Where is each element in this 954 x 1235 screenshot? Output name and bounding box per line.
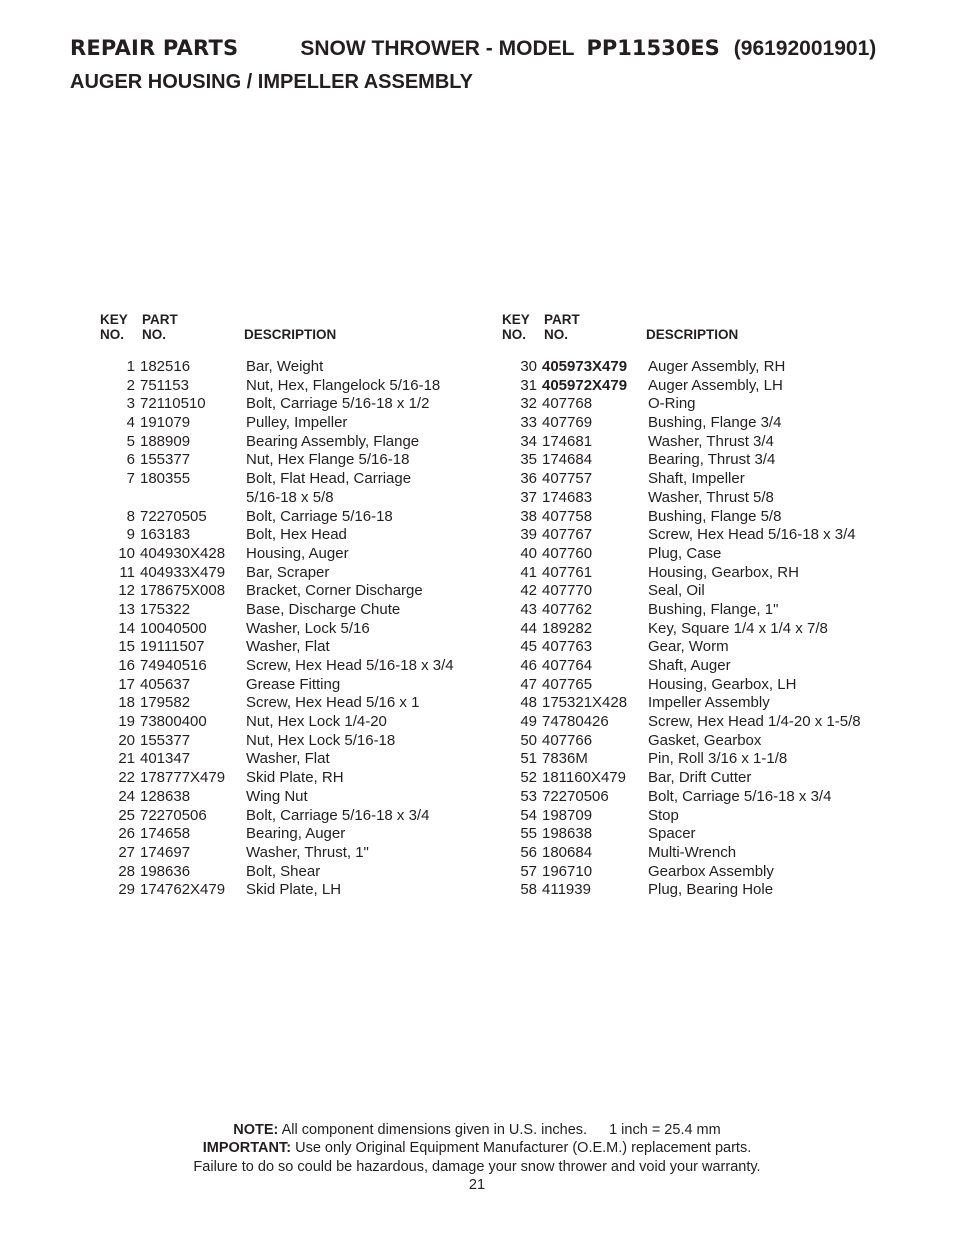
key-no: 10 — [118, 544, 135, 562]
description: Housing, Auger — [246, 544, 349, 562]
description: Auger Assembly, LH — [648, 376, 783, 394]
key-no: 21 — [118, 750, 135, 768]
description: Skid Plate, RH — [246, 769, 344, 787]
part-no: 174683 — [542, 488, 593, 506]
table-row — [502, 881, 861, 900]
description: Plug, Bearing Hole — [648, 881, 774, 899]
key-no: 13 — [118, 600, 135, 618]
part-no: 174762X479 — [140, 881, 226, 899]
table-row — [502, 451, 861, 470]
key-no: 43 — [520, 600, 537, 618]
description: Key, Square 1/4 x 1/4 x 7/8 — [648, 619, 828, 637]
important-label: IMPORTANT: — [202, 1140, 292, 1157]
key-no: 6 — [126, 451, 135, 469]
part-no: 74780426 — [542, 713, 609, 731]
part-no: 198709 — [542, 806, 593, 824]
table-row — [100, 582, 454, 601]
part-no: 182516 — [140, 358, 191, 375]
part-no: 163183 — [140, 526, 191, 544]
key-no: 55 — [520, 825, 537, 843]
table-row — [100, 489, 454, 508]
key-no: 14 — [118, 619, 135, 637]
key-no: 4 — [126, 414, 135, 432]
part-no: 72270506 — [542, 787, 609, 805]
table-row — [502, 601, 861, 620]
table-row — [502, 825, 861, 844]
table-row — [100, 769, 454, 788]
table-row — [100, 825, 454, 844]
table-row — [502, 657, 861, 676]
model-code: (96192001901) — [733, 37, 877, 60]
description: 5/16-18 x 5/8 — [246, 488, 334, 506]
table-row — [502, 844, 861, 863]
key-no: 41 — [520, 563, 537, 581]
description: Bar, Weight — [246, 358, 324, 375]
description: Bearing, Thrust 3/4 — [648, 451, 776, 469]
description: Gearbox Assembly — [648, 862, 774, 880]
table-row — [502, 508, 861, 527]
table-row — [100, 807, 454, 826]
part-no: 19111507 — [140, 638, 205, 656]
description: Washer, Flat — [246, 638, 330, 656]
part-no: 405637 — [140, 675, 191, 693]
table-row — [100, 732, 454, 751]
table-row — [502, 807, 861, 826]
key-no: 19 — [118, 713, 135, 731]
key-no: 54 — [520, 806, 537, 824]
part-no: 411939 — [542, 881, 591, 899]
table-row — [502, 788, 861, 807]
description: Washer, Thrust 3/4 — [648, 432, 774, 450]
part-no: 175322 — [140, 600, 191, 618]
part-no: 407769 — [542, 414, 593, 432]
description: Base, Discharge Chute — [246, 600, 401, 618]
table-row — [100, 395, 454, 414]
part-no-header: PART NO. — [544, 312, 580, 342]
key-no: 12 — [118, 582, 135, 600]
description: Bushing, Flange, 1" — [648, 600, 779, 618]
table-row — [100, 788, 454, 807]
part-no: 405973X479 — [542, 358, 628, 375]
description: Pin, Roll 3/16 x 1-1/8 — [648, 750, 788, 768]
description: Bushing, Flange 5/8 — [648, 507, 782, 525]
key-no: 5 — [126, 432, 135, 450]
table-row — [100, 526, 454, 545]
part-no — [135, 489, 246, 508]
table-row — [502, 414, 861, 433]
description: Housing, Gearbox, LH — [648, 675, 797, 693]
table-row — [502, 750, 861, 769]
key-no: 32 — [520, 395, 537, 413]
part-no: 174684 — [542, 451, 593, 469]
page-number: 21 — [468, 1176, 486, 1193]
part-no: 175321X428 — [542, 694, 628, 712]
part-no: 178777X479 — [140, 769, 226, 787]
key-no: 28 — [118, 862, 135, 880]
table-row — [502, 545, 861, 564]
table-row — [502, 358, 861, 377]
key-no: 40 — [520, 544, 537, 562]
note-label: NOTE: — [233, 1122, 279, 1138]
description: Seal, Oil — [648, 582, 705, 600]
part-no: 407760 — [542, 544, 593, 562]
part-no: 751153 — [140, 376, 189, 394]
description: Bolt, Shear — [246, 862, 321, 880]
key-no: 3 — [126, 395, 135, 413]
table-row — [100, 881, 454, 900]
description: Pulley, Impeller — [246, 414, 348, 432]
description: Gasket, Gearbox — [648, 731, 762, 749]
table-row — [100, 433, 454, 452]
key-no: 48 — [520, 694, 537, 712]
key-no: 58 — [520, 881, 537, 899]
part-no: 174658 — [140, 825, 191, 843]
part-no: 174681 — [542, 432, 593, 450]
description-header: DESCRIPTION — [646, 327, 739, 342]
table-row — [502, 620, 861, 639]
key-no: 50 — [520, 731, 537, 749]
key-no: 47 — [520, 675, 537, 693]
part-no: 404933X479 — [140, 563, 226, 581]
description: Bolt, Carriage 5/16-18 — [246, 507, 393, 525]
model-number: PP11530ES — [586, 36, 720, 60]
part-no: 407766 — [542, 731, 593, 749]
part-no: 198638 — [542, 825, 593, 843]
part-no: 191079 — [140, 414, 191, 432]
description: Wing Nut — [246, 787, 308, 805]
description: Bar, Drift Cutter — [648, 769, 752, 787]
part-no: 189282 — [542, 619, 593, 637]
table-row — [100, 676, 454, 695]
table-row — [100, 638, 454, 657]
table-row — [100, 470, 454, 489]
description: Multi-Wrench — [648, 843, 737, 861]
parts-table-right — [502, 312, 861, 900]
table-row — [100, 358, 454, 377]
key-no: 24 — [118, 787, 135, 805]
table-row — [502, 377, 861, 396]
part-no: 128638 — [140, 787, 191, 805]
description: Bolt, Hex Head — [246, 526, 347, 544]
warning-text: Failure to do so could be hazardous, damage your snow thrower and void your warranty. — [193, 1158, 761, 1175]
part-no: 198636 — [140, 862, 191, 880]
key-no: 26 — [118, 825, 135, 843]
table-row — [100, 545, 454, 564]
part-no: 178675X008 — [140, 582, 226, 600]
part-no: 73800400 — [140, 713, 207, 731]
key-no: 36 — [520, 470, 537, 488]
key-no: 33 — [520, 414, 537, 432]
key-no: 31 — [520, 376, 537, 394]
key-no: 29 — [118, 881, 135, 899]
part-no: 72110510 — [140, 395, 206, 413]
part-no: 407764 — [542, 657, 593, 674]
part-no: 407765 — [542, 675, 593, 693]
part-no: 407768 — [542, 395, 593, 413]
part-no: 180355 — [140, 470, 191, 488]
description: Bolt, Carriage 5/16-18 x 3/4 — [648, 787, 832, 805]
description: Bracket, Corner Discharge — [246, 582, 423, 600]
part-no: 180684 — [542, 843, 593, 861]
important-text: Use only Original Equipment Manufacturer (O.E.M.) replacement parts. — [295, 1140, 752, 1157]
table-row — [502, 582, 861, 601]
table-row — [502, 732, 861, 751]
description: Grease Fitting — [246, 675, 341, 693]
table-body — [100, 358, 454, 900]
key-no: 20 — [118, 731, 135, 749]
key-no: 53 — [520, 787, 537, 805]
key-no: 8 — [126, 507, 135, 525]
part-no: 196710 — [542, 862, 593, 880]
table-row — [502, 769, 861, 788]
part-no: 407758 — [542, 507, 593, 525]
description: Shaft, Impeller — [648, 470, 745, 488]
table-row — [100, 377, 454, 396]
description: Nut, Hex Flange 5/16-18 — [246, 451, 410, 469]
description: Impeller Assembly — [648, 694, 770, 712]
description: Bushing, Flange 3/4 — [648, 414, 782, 432]
description: Bolt, Flat Head, Carriage — [246, 470, 412, 488]
description: Nut, Hex, Flangelock 5/16-18 — [246, 376, 441, 394]
header-title-line — [70, 36, 930, 68]
key-no: 17 — [118, 675, 135, 693]
key-no: 18 — [118, 694, 135, 712]
description: Screw, Hex Head 5/16-18 x 3/4 — [246, 657, 454, 674]
key-no: 39 — [520, 526, 537, 544]
key-no: 45 — [520, 638, 537, 656]
description: Washer, Thrust 5/8 — [648, 488, 774, 506]
description: Bolt, Carriage 5/16-18 x 1/2 — [246, 395, 430, 413]
assembly-title: AUGER HOUSING / IMPELLER ASSEMBLY — [70, 71, 474, 93]
table-row — [100, 508, 454, 527]
key-no: 49 — [520, 713, 537, 731]
description: Bar, Scraper — [246, 563, 330, 581]
key-no: 51 — [520, 750, 537, 768]
part-no: 181160X479 — [542, 769, 626, 787]
description: Stop — [648, 806, 679, 824]
description: Washer, Flat — [246, 750, 330, 768]
page-footer — [0, 1121, 954, 1194]
key-no: 16 — [118, 657, 135, 674]
page-header — [70, 36, 930, 94]
key-no: 38 — [520, 507, 537, 525]
part-no: 407770 — [542, 582, 593, 600]
key-no: 46 — [520, 657, 537, 674]
key-no: 9 — [126, 526, 135, 544]
key-no: 7 — [126, 470, 135, 488]
description: Skid Plate, LH — [246, 881, 342, 899]
repair-parts-title: REPAIR PARTS — [70, 36, 239, 60]
description: Shaft, Auger — [648, 657, 731, 674]
table-row — [100, 564, 454, 583]
key-no — [100, 489, 135, 508]
key-no: 56 — [520, 843, 537, 861]
table-row — [502, 470, 861, 489]
description: O-Ring — [648, 395, 696, 413]
key-no-header: KEY NO. — [502, 312, 530, 342]
description: Washer, Lock 5/16 — [246, 619, 370, 637]
table-row — [502, 713, 861, 732]
part-no: 188909 — [140, 432, 191, 450]
conversion-text: 1 inch = 25.4 mm — [609, 1122, 721, 1138]
part-no: 407767 — [542, 526, 593, 544]
table-row — [100, 657, 454, 676]
table-row — [100, 451, 454, 470]
table-row — [502, 526, 861, 545]
table-row — [100, 601, 454, 620]
description: Plug, Case — [648, 544, 722, 562]
key-no: 22 — [118, 769, 135, 787]
description: Spacer — [648, 825, 696, 843]
part-no: 407763 — [542, 638, 593, 656]
description: Bearing Assembly, Flange — [246, 432, 420, 450]
description: Nut, Hex Lock 1/4-20 — [246, 713, 387, 731]
description: Screw, Hex Head 1/4-20 x 1-5/8 — [648, 713, 861, 731]
table-row — [100, 694, 454, 713]
part-no: 7836M — [542, 750, 588, 768]
description: Bearing, Auger — [246, 825, 346, 843]
table-row — [502, 564, 861, 583]
table-row — [502, 638, 861, 657]
table-row — [100, 414, 454, 433]
part-no-header: PART NO. — [142, 312, 178, 342]
part-no: 407757 — [542, 470, 593, 488]
part-no: 155377 — [140, 731, 191, 749]
key-no: 35 — [520, 451, 537, 469]
description: Screw, Hex Head 5/16 x 1 — [246, 694, 420, 712]
part-no: 405972X479 — [542, 376, 628, 394]
description: Gear, Worm — [648, 638, 729, 656]
table-row — [502, 433, 861, 452]
dimension-note — [0, 1121, 954, 1139]
description: Nut, Hex Lock 5/16-18 — [246, 731, 396, 749]
part-no: 174697 — [140, 843, 191, 861]
table-header — [100, 312, 454, 358]
table-row — [100, 844, 454, 863]
key-no: 25 — [118, 806, 135, 824]
description: Screw, Hex Head 5/16-18 x 3/4 — [648, 526, 856, 544]
key-no: 57 — [520, 862, 537, 880]
parts-table-left — [100, 312, 454, 900]
part-no: 74940516 — [140, 657, 207, 674]
important-note — [0, 1139, 954, 1157]
description: Auger Assembly, RH — [648, 358, 786, 375]
description: Bolt, Carriage 5/16-18 x 3/4 — [246, 806, 430, 824]
description: Housing, Gearbox, RH — [648, 563, 799, 581]
key-no: 52 — [520, 769, 537, 787]
table-row — [502, 694, 861, 713]
key-no: 34 — [520, 432, 537, 450]
part-no: 72270505 — [140, 507, 207, 525]
table-row — [100, 750, 454, 769]
part-no: 155377 — [140, 451, 191, 469]
key-no: 15 — [118, 638, 135, 656]
part-no: 407761 — [542, 563, 593, 581]
key-no: 42 — [520, 582, 537, 600]
table-row — [502, 395, 861, 414]
key-no: 11 — [119, 563, 135, 581]
part-no: 179582 — [140, 694, 191, 712]
part-no: 401347 — [140, 750, 191, 768]
part-no: 404930X428 — [140, 544, 226, 562]
part-no: 72270506 — [140, 806, 207, 824]
key-no: 30 — [520, 358, 537, 375]
key-no: 27 — [118, 843, 135, 861]
key-no: 1 — [126, 358, 135, 375]
description: Washer, Thrust, 1" — [246, 843, 369, 861]
model-label: SNOW THROWER - MODEL — [300, 37, 575, 60]
table-row — [100, 620, 454, 639]
table-row — [502, 676, 861, 695]
table-row — [502, 863, 861, 882]
key-no: 44 — [520, 619, 537, 637]
table-row — [100, 863, 454, 882]
key-no: 2 — [126, 376, 135, 394]
note-text: All component dimensions given in U.S. inches. — [281, 1122, 588, 1138]
part-no: 407762 — [542, 600, 593, 618]
table-row — [100, 713, 454, 732]
part-no: 10040500 — [140, 619, 207, 637]
table-body — [502, 358, 861, 900]
table-header — [502, 312, 861, 358]
table-row — [502, 489, 861, 508]
key-no-header: KEY NO. — [100, 312, 128, 342]
description-header: DESCRIPTION — [244, 327, 337, 342]
key-no: 37 — [520, 488, 537, 506]
